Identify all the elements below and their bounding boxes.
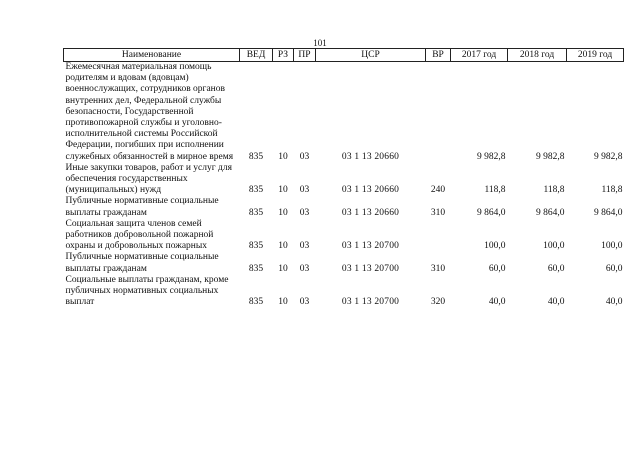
row-2017: 60,0	[488, 263, 506, 274]
header-2017: 2017 год	[451, 49, 508, 62]
table-row	[64, 252, 624, 274]
row-name: Публичные нормативные социальные выплаты гражданам	[65, 252, 219, 274]
row-vr: 310	[430, 207, 446, 218]
table-row	[64, 163, 624, 197]
row-2019: 9 982,8	[594, 151, 623, 162]
header-csr: ЦСР	[316, 49, 426, 62]
header-name: Наименование	[64, 49, 240, 62]
row-2018: 100,0	[543, 241, 565, 252]
header-2018: 2018 год	[508, 49, 567, 62]
row-rz: 10	[278, 151, 288, 162]
row-name: Социальная защита членов семей работников добровольной пожарной охраны и добровольных пожарных	[65, 218, 214, 252]
row-2019: 100,0	[601, 241, 623, 252]
row-rz: 10	[278, 241, 288, 252]
row-2019: 60,0	[605, 263, 623, 274]
row-csr: 03 1 13 20700	[341, 297, 400, 308]
header-rz: РЗ	[273, 49, 294, 62]
row-ved: 835	[248, 263, 264, 274]
row-csr: 03 1 13 20660	[341, 185, 400, 196]
row-ved: 835	[248, 151, 264, 162]
table-row	[64, 196, 624, 218]
row-csr: 03 1 13 20660	[341, 151, 400, 162]
table-row	[64, 219, 624, 253]
row-2017: 118,8	[484, 185, 506, 196]
row-2018: 40,0	[547, 297, 565, 308]
row-ved: 835	[248, 297, 264, 308]
row-vr: 320	[430, 297, 446, 308]
header-pr: ПР	[294, 49, 316, 62]
row-name: Публичные нормативные социальные выплаты гражданам	[65, 196, 219, 218]
row-name: Социальные выплаты гражданам, кроме публичных нормативных социальных выплат	[65, 274, 229, 308]
header-vr: ВР	[426, 49, 451, 62]
row-2017: 40,0	[488, 297, 506, 308]
row-csr: 03 1 13 20700	[341, 241, 400, 252]
row-name: Иные закупки товаров, работ и услуг для обеспечения государственных (муниципальных) нужд	[65, 162, 232, 196]
row-2018: 9 982,8	[536, 151, 565, 162]
row-2018: 60,0	[547, 263, 565, 274]
table-row	[64, 62, 624, 163]
row-2019: 40,0	[605, 297, 623, 308]
row-csr: 03 1 13 20660	[341, 207, 400, 218]
row-vr	[426, 219, 451, 253]
row-2018: 9 864,0	[536, 207, 565, 218]
row-ved: 835	[248, 241, 264, 252]
header-ved: ВЕД	[240, 49, 273, 62]
row-name: Ежемесячная материальная помощь родителям и вдовам (вдовцам) военнослужащих, сотрудников органов внутренних дел, Федеральной службы безопасности, Государственной противопожарной службы и уголовно-исполнительной системы Российской Федерации, погибших при исполнении служебных обязанностей в мирное время	[65, 62, 234, 162]
row-ved: 835	[248, 185, 264, 196]
row-csr: 03 1 13 20700	[341, 263, 400, 274]
table-header-row	[64, 49, 624, 62]
row-pr: 03	[299, 241, 310, 252]
row-2018: 118,8	[543, 185, 565, 196]
row-rz: 10	[278, 207, 288, 218]
row-2017: 9 864,0	[477, 207, 506, 218]
row-2017: 9 982,8	[477, 151, 506, 162]
row-pr: 03	[299, 263, 310, 274]
row-rz: 10	[278, 263, 288, 274]
row-pr: 03	[299, 151, 310, 162]
table-row	[64, 275, 624, 309]
row-pr: 03	[299, 185, 310, 196]
header-2019: 2019 год	[567, 49, 624, 62]
row-2019: 9 864,0	[594, 207, 623, 218]
row-rz: 10	[278, 185, 288, 196]
row-vr: 310	[430, 263, 446, 274]
row-vr: 240	[430, 185, 446, 196]
page-number: 101	[313, 38, 327, 48]
row-ved: 835	[248, 207, 264, 218]
row-2017: 100,0	[484, 241, 506, 252]
budget-table	[63, 48, 624, 308]
row-2019: 118,8	[601, 185, 623, 196]
row-pr: 03	[299, 297, 310, 308]
row-vr	[426, 62, 451, 163]
row-rz: 10	[278, 297, 288, 308]
row-pr: 03	[299, 207, 310, 218]
